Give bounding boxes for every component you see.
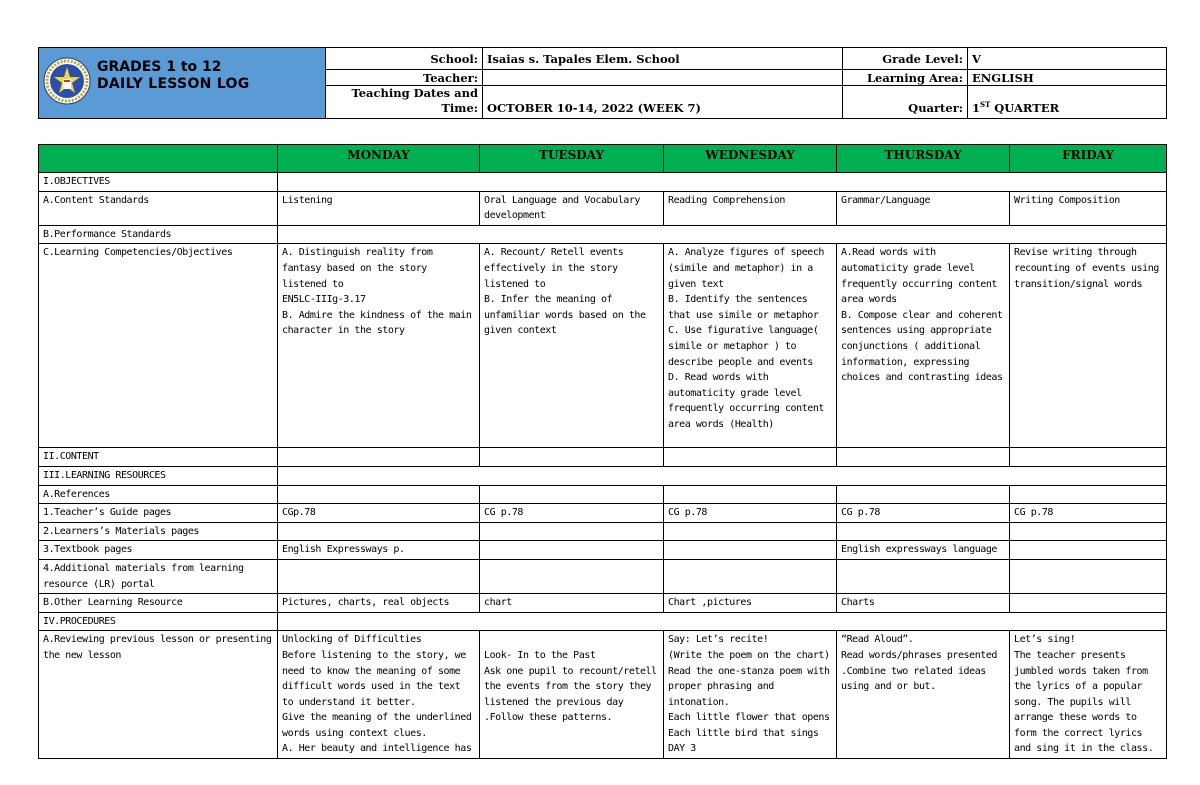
textbook-wednesday bbox=[664, 541, 837, 560]
learners-materials-label: 2.Learners’s Materials pages bbox=[39, 522, 278, 541]
teachers-guide-monday: CGp.78 bbox=[278, 504, 480, 523]
other-resource-friday bbox=[1010, 594, 1167, 613]
textbook-thursday: English expressways language bbox=[837, 541, 1010, 560]
other-resource-tuesday: chart bbox=[480, 594, 664, 613]
dates-label-line1: Teaching Dates and bbox=[351, 86, 478, 100]
competencies-row bbox=[39, 244, 1167, 448]
objectives-span bbox=[278, 173, 1167, 192]
title-line-2: DAILY LESSON LOG bbox=[97, 75, 250, 92]
learners-materials-row bbox=[39, 522, 1167, 541]
other-resource-monday: Pictures, charts, real objects bbox=[278, 594, 480, 613]
day-wednesday: WEDNESDAY bbox=[664, 145, 837, 173]
textbook-tuesday bbox=[480, 541, 664, 560]
procedures-row bbox=[39, 612, 1167, 631]
competencies-friday: Revise writing through recounting of events using transition/signal words bbox=[1010, 244, 1167, 448]
learners-materials-friday bbox=[1010, 522, 1167, 541]
content-standards-label: A.Content Standards bbox=[39, 191, 278, 225]
references-wednesday bbox=[664, 485, 837, 504]
teachers-guide-thursday: CG p.78 bbox=[837, 504, 1010, 523]
content-standards-friday: Writing Composition bbox=[1010, 191, 1167, 225]
title-line-1: GRADES 1 to 12 bbox=[97, 58, 222, 75]
teachers-guide-label: 1.Teacher’s Guide pages bbox=[39, 504, 278, 523]
competencies-monday: A. Distinguish reality from fantasy based on the story listened to EN5LC-IIIg-3.17 B. Admire the kindness of the main character in the story bbox=[278, 244, 480, 448]
quarter-rest: QUARTER bbox=[990, 101, 1060, 115]
reviewing-wednesday: Say: Let’s recite! (Write the poem on the chart) Read the one-stanza poem with proper phrasing and intonation. Each little flower that opens Each little bird that sings DAY 3 bbox=[664, 631, 837, 759]
competencies-thursday: A.Read words with automaticity grade level frequently occurring content area words B. Compose clear and coherent sentences using appropriate conjunctions ( additional information, expressing choices and contrasting ideas bbox=[837, 244, 1010, 448]
additional-monday bbox=[278, 559, 480, 593]
content-standards-row bbox=[39, 191, 1167, 225]
lesson-log-table bbox=[38, 144, 1167, 759]
learning-resources-heading: III.LEARNING RESOURCES bbox=[39, 466, 278, 485]
objectives-row bbox=[39, 173, 1167, 192]
references-monday bbox=[278, 485, 480, 504]
dates-label-line2: Time: bbox=[441, 101, 478, 115]
other-resource-row bbox=[39, 594, 1167, 613]
teachers-guide-friday: CG p.78 bbox=[1010, 504, 1167, 523]
content-heading: II.CONTENT bbox=[39, 448, 278, 467]
reviewing-monday: Unlocking of Difficulties Before listening to the story, we need to know the meaning of some difficult words used in the text to understand it better. Give the meaning of the underlined words using context clues. A. Her beauty and intelligence has bbox=[278, 631, 480, 759]
content-standards-tuesday: Oral Language and Vocabulary development bbox=[480, 191, 664, 225]
learning-resources-row bbox=[39, 466, 1167, 485]
content-friday bbox=[1010, 448, 1167, 467]
grade-value: V bbox=[968, 48, 1167, 70]
grade-label: Grade Level: bbox=[843, 48, 968, 70]
content-monday bbox=[278, 448, 480, 467]
school-label: School: bbox=[326, 48, 483, 70]
content-thursday bbox=[837, 448, 1010, 467]
content-standards-monday: Listening bbox=[278, 191, 480, 225]
procedures-span bbox=[278, 612, 1167, 631]
school-value: Isaias s. Tapales Elem. School bbox=[483, 48, 843, 70]
performance-standards-label: B.Performance Standards bbox=[39, 225, 278, 244]
reviewing-thursday: “Read Aloud”. Read words/phrases presented .Combine two related ideas using and or but. bbox=[837, 631, 1010, 759]
performance-standards-span bbox=[278, 225, 1167, 244]
textbook-row bbox=[39, 541, 1167, 560]
quarter-label: Quarter: bbox=[843, 86, 968, 119]
learners-materials-monday bbox=[278, 522, 480, 541]
title-block bbox=[39, 48, 326, 119]
area-value: ENGLISH bbox=[968, 70, 1167, 86]
deped-seal-icon bbox=[43, 57, 91, 105]
additional-tuesday bbox=[480, 559, 664, 593]
reviewing-friday: Let’s sing! The teacher presents jumbled words taken from the lyrics of a popular song. The pupils will arrange these words to form the correct lyrics and sing it in the class. bbox=[1010, 631, 1167, 759]
teachers-guide-wednesday: CG p.78 bbox=[664, 504, 837, 523]
references-row bbox=[39, 485, 1167, 504]
teachers-guide-row bbox=[39, 504, 1167, 523]
references-thursday bbox=[837, 485, 1010, 504]
other-resource-wednesday: Chart ,pictures bbox=[664, 594, 837, 613]
quarter-number: 1 bbox=[972, 101, 981, 115]
area-label: Learning Area: bbox=[843, 70, 968, 86]
day-friday: FRIDAY bbox=[1010, 145, 1167, 173]
content-standards-thursday: Grammar/Language bbox=[837, 191, 1010, 225]
competencies-tuesday: A. Recount/ Retell events effectively in the story listened to B. Infer the meaning of unfamiliar words based on the given context bbox=[480, 244, 664, 448]
textbook-label: 3.Textbook pages bbox=[39, 541, 278, 560]
day-thursday: THURSDAY bbox=[837, 145, 1010, 173]
textbook-monday: English Expressways p. bbox=[278, 541, 480, 560]
teacher-label: Teacher: bbox=[326, 70, 483, 86]
references-heading: A.References bbox=[39, 485, 278, 504]
teachers-guide-tuesday: CG p.78 bbox=[480, 504, 664, 523]
competencies-wednesday: A. Analyze figures of speech (simile and metaphor) in a given text B. Identify the sentences that use simile or metaphor C. Use figurative language( simile or metaphor ) to describe people and events D. Read words with automaticity grade level frequently occurring content area words (Health) bbox=[664, 244, 837, 448]
dates-label bbox=[326, 86, 483, 119]
additional-wednesday bbox=[664, 559, 837, 593]
learning-resources-span bbox=[278, 466, 1167, 485]
quarter-suffix: ST bbox=[980, 100, 991, 110]
day-monday: MONDAY bbox=[278, 145, 480, 173]
references-friday bbox=[1010, 485, 1167, 504]
learners-materials-thursday bbox=[837, 522, 1010, 541]
content-wednesday bbox=[664, 448, 837, 467]
reviewing-tuesday: Look- In to the Past Ask one pupil to recount/retell the events from the story they listened the previous day .Follow these patterns. bbox=[480, 631, 664, 759]
content-tuesday bbox=[480, 448, 664, 467]
learners-materials-wednesday bbox=[664, 522, 837, 541]
content-standards-wednesday: Reading Comprehension bbox=[664, 191, 837, 225]
quarter-value bbox=[968, 86, 1167, 119]
day-header-blank bbox=[39, 145, 278, 173]
header-table bbox=[38, 47, 1167, 119]
additional-thursday bbox=[837, 559, 1010, 593]
reviewing-label: A.Reviewing previous lesson or presenting the new lesson bbox=[39, 631, 278, 759]
additional-materials-row bbox=[39, 559, 1167, 593]
other-resource-thursday: Charts bbox=[837, 594, 1010, 613]
teacher-value bbox=[483, 70, 843, 86]
procedures-heading: IV.PROCEDURES bbox=[39, 612, 278, 631]
learners-materials-tuesday bbox=[480, 522, 664, 541]
textbook-friday bbox=[1010, 541, 1167, 560]
dates-value: OCTOBER 10-14, 2022 (WEEK 7) bbox=[483, 86, 843, 119]
additional-friday bbox=[1010, 559, 1167, 593]
references-tuesday bbox=[480, 485, 664, 504]
day-tuesday: TUESDAY bbox=[480, 145, 664, 173]
other-resource-label: B.Other Learning Resource bbox=[39, 594, 278, 613]
objectives-heading: I.OBJECTIVES bbox=[39, 173, 278, 192]
additional-materials-label: 4.Additional materials from learning resource (LR) portal bbox=[39, 559, 278, 593]
day-header-row bbox=[39, 145, 1167, 173]
competencies-label: C.Learning Competencies/Objectives bbox=[39, 244, 278, 448]
content-row bbox=[39, 448, 1167, 467]
performance-standards-row bbox=[39, 225, 1167, 244]
reviewing-row bbox=[39, 631, 1167, 759]
